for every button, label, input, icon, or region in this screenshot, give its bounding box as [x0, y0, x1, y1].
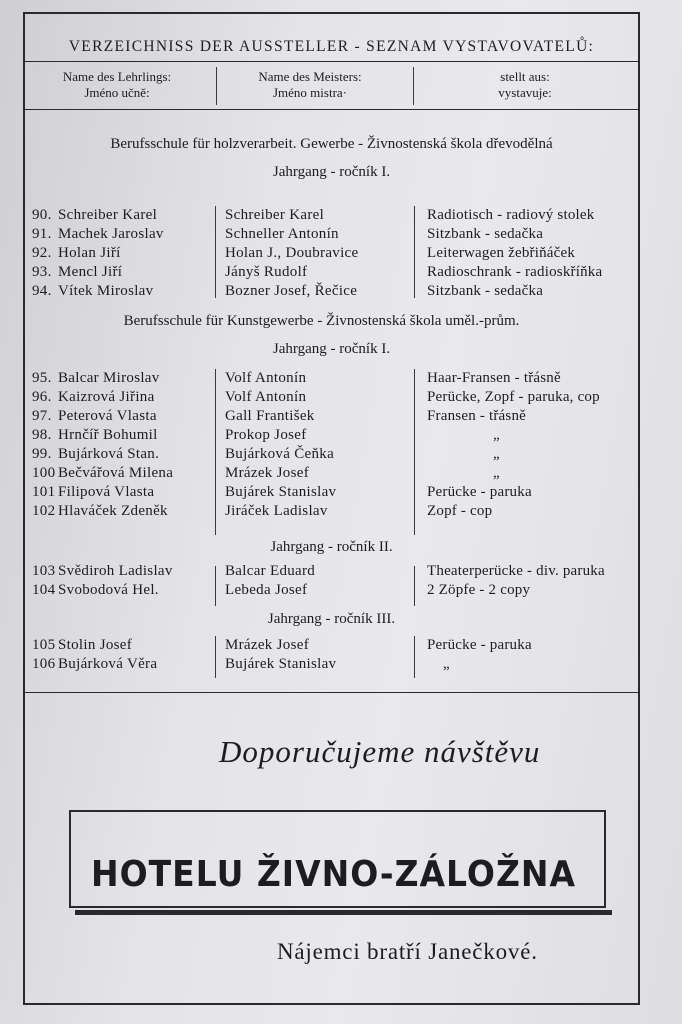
- exhibit-item: Perücke, Zopf - paruka, cop: [427, 389, 600, 405]
- table-row: [25, 484, 638, 503]
- exhibit-item: Radiotisch - radiový stolek: [427, 207, 595, 223]
- exhibit-item: Perücke - paruka: [427, 484, 532, 500]
- row-number: 94.: [32, 283, 52, 299]
- master-name: Bujárek Stanislav: [225, 656, 337, 672]
- exhibit-item: Radioschrank - radioskříňka: [427, 264, 603, 280]
- exhibit-item: „: [493, 465, 500, 481]
- exhibit-item: „: [493, 446, 500, 462]
- student-name: Stolin Josef: [58, 637, 133, 653]
- header-master: [230, 69, 390, 101]
- student-name: Machek Jaroslav: [58, 226, 164, 242]
- table-row: [25, 245, 638, 264]
- list-title: VERZEICHNISS DER AUSSTELLER - SEZNAM VYSTAVOVATELŮ:: [68, 38, 595, 55]
- master-name: Bujárek Stanislav: [225, 484, 337, 500]
- row-number: 100: [32, 465, 56, 481]
- master-name: Mrázek Josef: [225, 465, 309, 481]
- row-number: 92.: [32, 245, 52, 261]
- year-heading: Jahrgang - ročník III.: [267, 611, 396, 627]
- divider: [25, 109, 638, 110]
- year-heading: Jahrgang - ročník I.: [272, 341, 391, 357]
- header-item-de: stellt aus:: [500, 69, 550, 84]
- exhibit-item: Theaterperücke - div. paruka: [427, 563, 605, 579]
- student-name: Filipová Vlasta: [58, 484, 155, 500]
- student-name: Hlaváček Zdeněk: [58, 503, 168, 519]
- row-number: 103: [32, 563, 56, 579]
- exhibit-item: Sitzbank - sedačka: [427, 226, 544, 242]
- master-name: Prokop Josef: [225, 427, 307, 443]
- header-student-de: Name des Lehrlings:: [62, 69, 172, 84]
- tenants-text: Nájemci bratří Janečkové.: [277, 939, 538, 964]
- exhibit-item: Haar-Fransen - třásně: [427, 370, 561, 386]
- row-number: 98.: [32, 427, 52, 443]
- student-name: Schreiber Karel: [58, 207, 158, 223]
- divider: [25, 61, 638, 62]
- master-name: Jányš Rudolf: [225, 264, 308, 280]
- exhibit-item: Sitzbank - sedačka: [427, 283, 544, 299]
- master-name: Volf Antonín: [225, 370, 307, 386]
- table-row: [25, 283, 638, 302]
- student-name: Bečvářová Milena: [58, 465, 174, 481]
- student-name: Svobodová Hel.: [58, 582, 159, 598]
- exhibit-item: Leiterwagen žebřiňáček: [427, 245, 576, 261]
- row-number: 96.: [32, 389, 52, 405]
- exhibit-item: Fransen - třásně: [427, 408, 527, 424]
- master-name: Mrázek Josef: [225, 637, 309, 653]
- student-name: Mencl Jiří: [58, 264, 123, 280]
- divider: [25, 692, 638, 693]
- master-name: Bozner Josef, Řečice: [225, 283, 358, 299]
- master-name: Holan J., Doubravice: [225, 245, 359, 261]
- row-number: 99.: [32, 446, 52, 462]
- table-row: [25, 465, 638, 484]
- header-student-cs: Jméno učně:: [84, 85, 150, 100]
- header-master-de: Name des Meisters:: [258, 69, 362, 84]
- exhibit-item: „: [493, 427, 500, 443]
- table-row: [25, 226, 638, 245]
- master-name: Volf Antonín: [225, 389, 307, 405]
- table-row: [25, 389, 638, 408]
- header-master-cs: Jméno mistra·: [272, 85, 347, 100]
- table-row: [25, 563, 638, 582]
- column-divider: [216, 67, 217, 105]
- table-row: [25, 503, 638, 522]
- master-name: Balcar Eduard: [225, 563, 316, 579]
- student-name: Bujárková Stan.: [58, 446, 160, 462]
- row-number: 95.: [32, 370, 52, 386]
- row-number: 91.: [32, 226, 52, 242]
- table-row: [25, 408, 638, 427]
- row-number: 105: [32, 637, 56, 653]
- row-number: 93.: [32, 264, 52, 280]
- student-name: Vítek Miroslav: [58, 283, 154, 299]
- exhibit-item: Zopf - cop: [427, 503, 493, 519]
- student-name: Balcar Miroslav: [58, 370, 160, 386]
- row-number: 102: [32, 503, 56, 519]
- table-row: [25, 370, 638, 389]
- table-row: [25, 207, 638, 226]
- student-name: Kaizrová Jiřina: [58, 389, 155, 405]
- exhibit-item: 2 Zöpfe - 2 copy: [427, 582, 531, 598]
- master-name: Jiráček Ladislav: [225, 503, 328, 519]
- header-student: [37, 69, 197, 101]
- table-row: [25, 656, 638, 675]
- table-row: [25, 582, 638, 601]
- master-name: Schreiber Karel: [225, 207, 325, 223]
- row-number: 106: [32, 656, 56, 672]
- exhibit-item: „: [443, 656, 450, 672]
- recommendation-text: Doporučujeme návštěvu: [219, 734, 541, 769]
- header-item-cs: vystavuje:: [498, 85, 552, 100]
- column-divider: [413, 67, 414, 105]
- master-name: Gall František: [225, 408, 315, 424]
- exhibitor-list-frame: [23, 12, 640, 1005]
- table-row: [25, 427, 638, 446]
- year-heading: Jahrgang - ročník I.: [272, 164, 391, 180]
- table-row: [25, 446, 638, 465]
- student-name: Hrnčíř Bohumil: [58, 427, 158, 443]
- row-number: 101: [32, 484, 56, 500]
- master-name: Schneller Antonín: [225, 226, 339, 242]
- student-name: Peterová Vlasta: [58, 408, 157, 424]
- year-heading: Jahrgang - ročník II.: [270, 539, 393, 555]
- student-name: Bujárková Věra: [58, 656, 158, 672]
- row-number: 90.: [32, 207, 52, 223]
- master-name: Lebeda Josef: [225, 582, 308, 598]
- student-name: Svědiroh Ladislav: [58, 563, 173, 579]
- school-heading: Berufsschule für Kunstgewerbe - Živnostenská škola uměl.-prům.: [123, 313, 520, 329]
- row-number: 104: [32, 582, 56, 598]
- hotel-name: HOTELU ŽIVNO-ZÁLOŽNA: [91, 852, 577, 895]
- row-number: 97.: [32, 408, 52, 424]
- student-name: Holan Jiří: [58, 245, 121, 261]
- hotel-banner: [69, 810, 606, 908]
- table-row: [25, 264, 638, 283]
- exhibit-item: Perücke - paruka: [427, 637, 532, 653]
- header-item: [470, 69, 580, 101]
- school-heading: Berufsschule für holzverarbeit. Gewerbe - Živnostenská škola dřevodělná: [110, 136, 553, 152]
- master-name: Bujárková Čeňka: [225, 446, 335, 462]
- table-row: [25, 637, 638, 656]
